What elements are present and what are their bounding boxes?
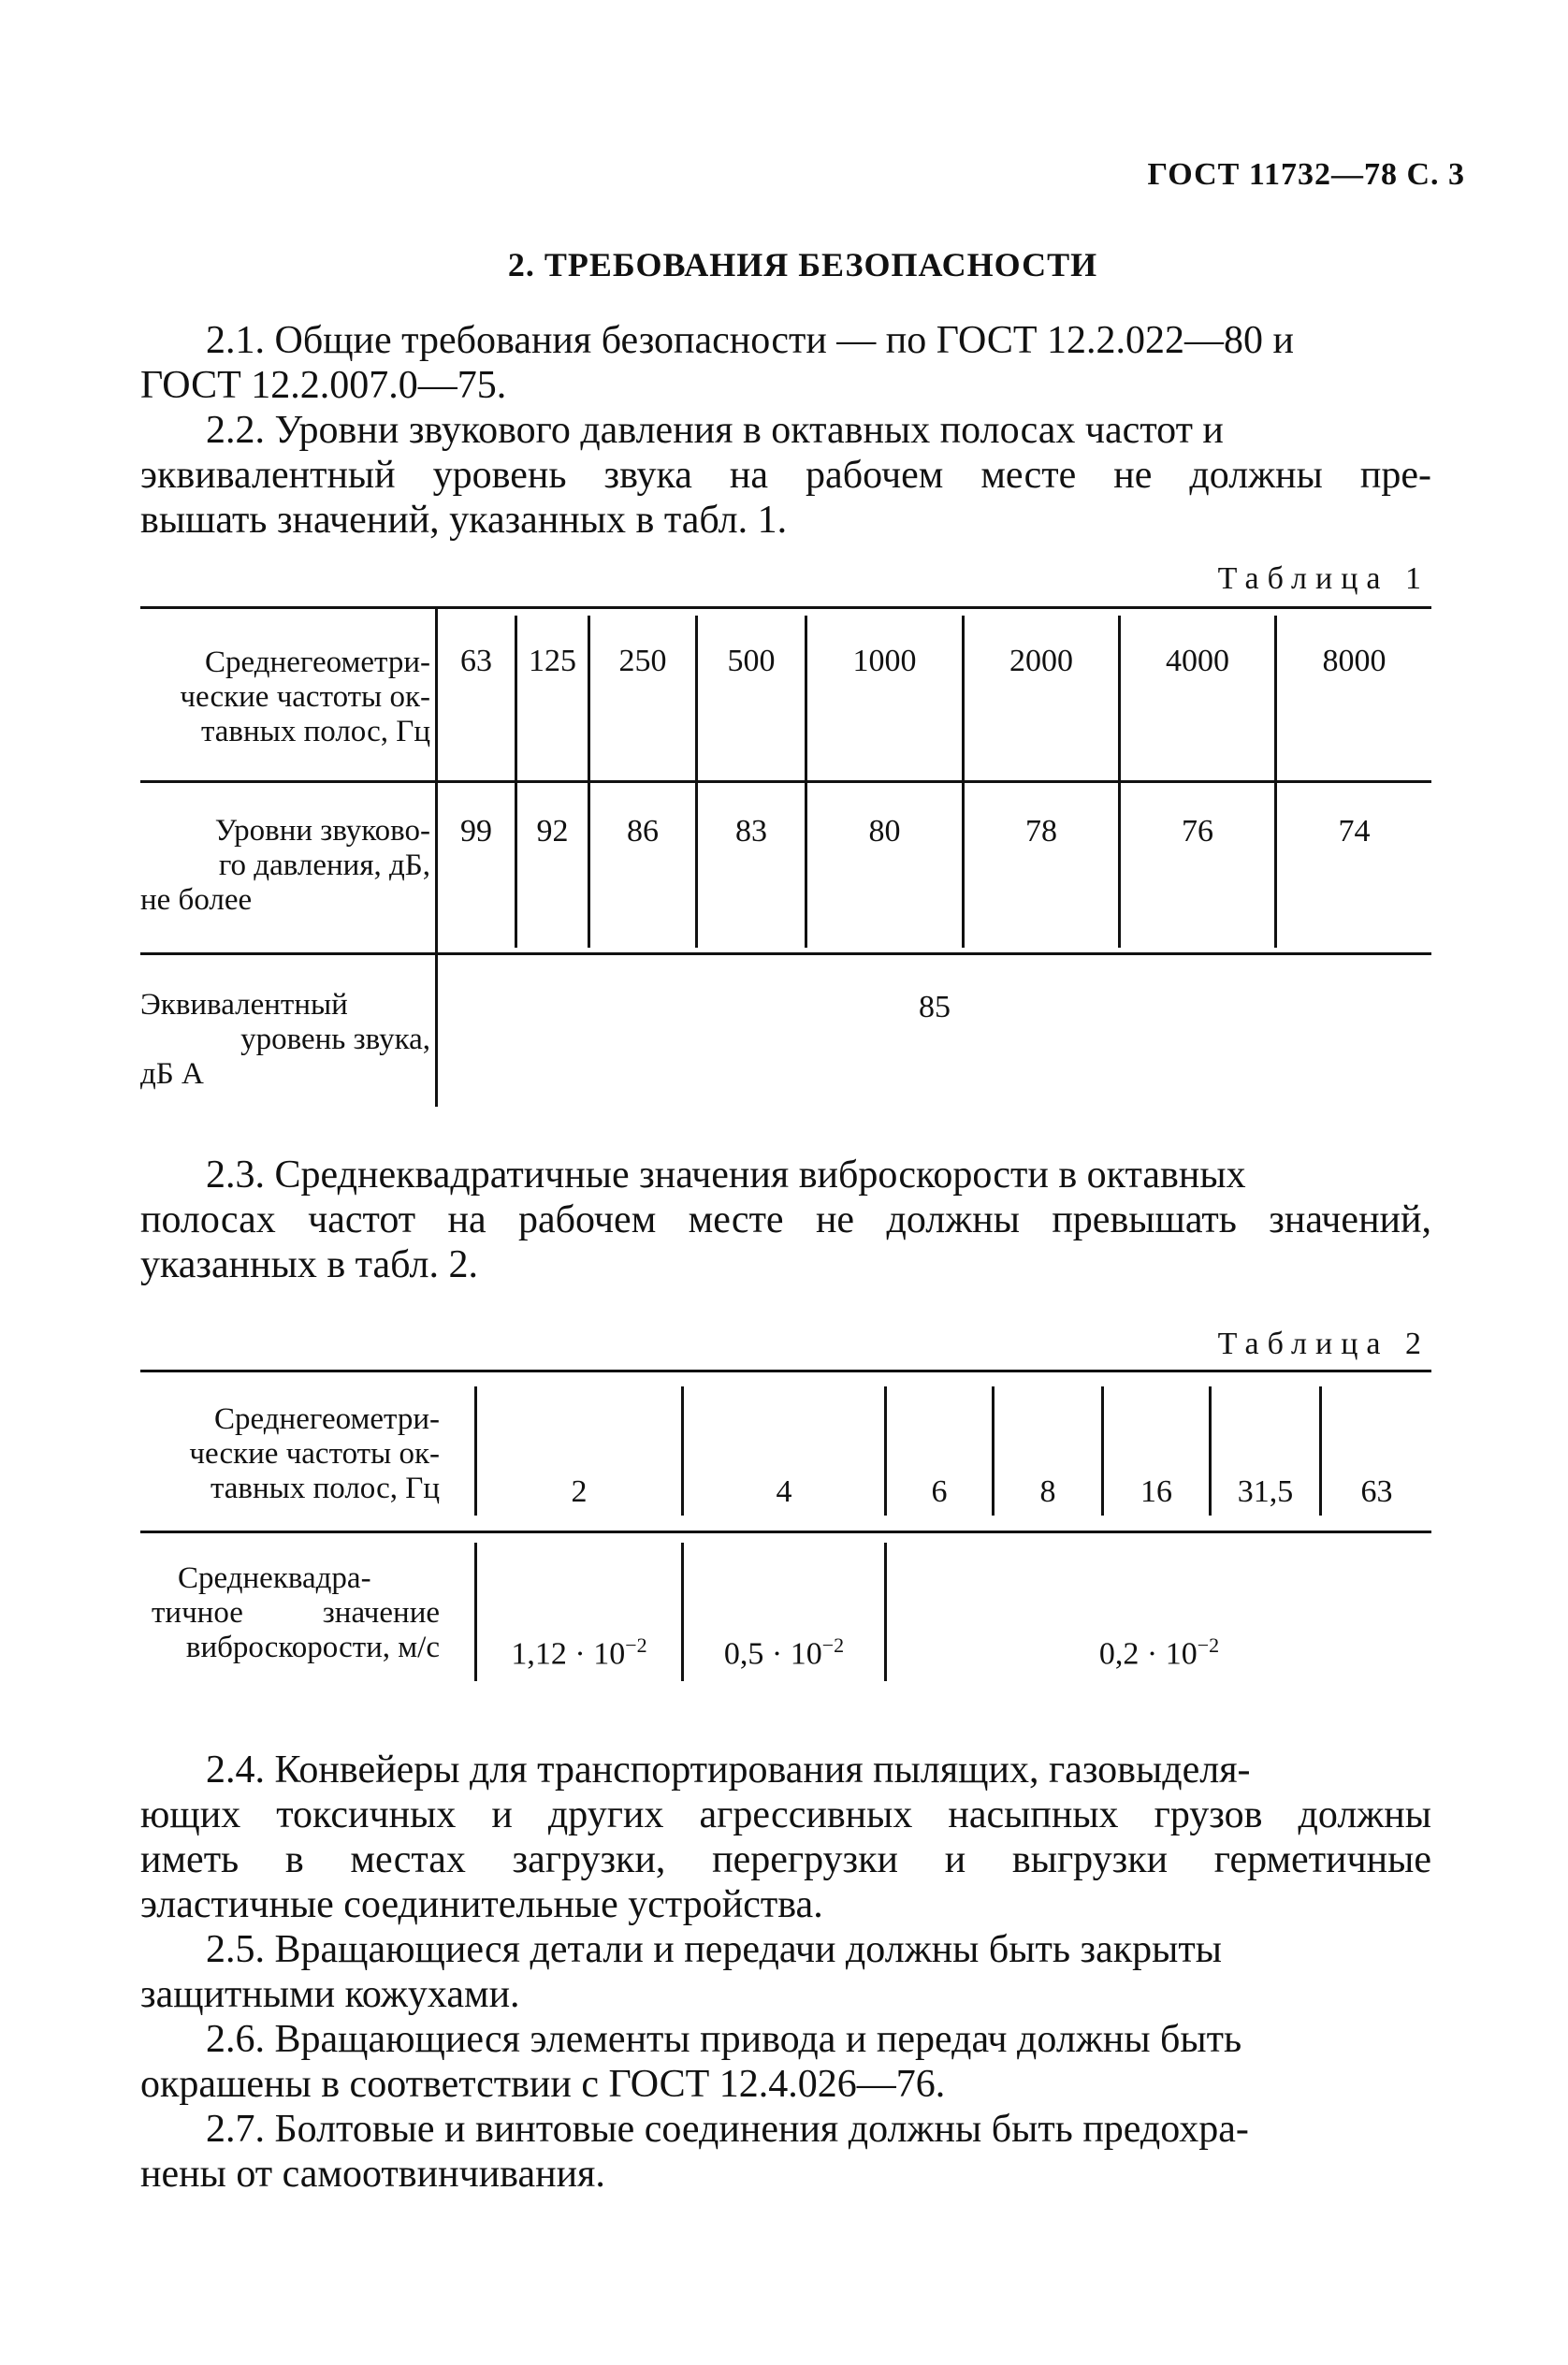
table2-value-cell: [684, 1633, 884, 1672]
paragraph-2-5: [140, 1927, 1431, 2017]
table1-level-cell: 74: [1338, 814, 1371, 849]
table1-freq-cell: 2000: [1009, 644, 1073, 678]
label-line: Эквивалентный: [140, 988, 348, 1022]
table1-freq-cell: 125: [529, 644, 576, 678]
label-line: не более: [140, 883, 253, 917]
table1-level-cell: 92: [536, 814, 569, 849]
label-line: дБ А: [140, 1057, 204, 1091]
page-header: ГОСТ 11732—78 С. 3: [1147, 157, 1465, 192]
table1: [140, 606, 1431, 1111]
table1-level-cell: 78: [1025, 814, 1057, 849]
table1-vline: [435, 606, 438, 1107]
table2-value-cell: [887, 1633, 1431, 1672]
paragraph-line: защитными кожухами.: [140, 1973, 520, 2016]
table1-freq-cell: 500: [727, 644, 776, 678]
paragraph-line: 2.3. Среднеквадратичные значения виброскорости в октавных: [206, 1153, 1246, 1197]
table1-hline: [140, 952, 1431, 955]
value-exponent: −2: [625, 1633, 647, 1657]
table1-label-equivalent: [140, 988, 430, 1092]
table2-freq-cell: 4: [776, 1474, 792, 1509]
table2-caption: Таблица 2: [1217, 1327, 1430, 1361]
paragraph-line: ющих токсичных и других агрессивных насыпных грузов должны: [140, 1793, 1431, 1836]
table1-level-cell: 80: [868, 814, 901, 849]
table2: [140, 1370, 1431, 1688]
table2-freq-cell: 31,5: [1237, 1474, 1294, 1509]
paragraph-line: ГОСТ 12.2.007.0—75.: [140, 364, 507, 407]
paragraph-2-2: [140, 408, 1431, 543]
paragraph-line: 2.1. Общие требования безопасности — по ГОСТ 12.2.022—80 и: [206, 319, 1294, 362]
table1-level-cell: 99: [460, 814, 492, 849]
value-mantissa: 1,12 · 10: [511, 1636, 626, 1672]
table1-level-cell: 83: [735, 814, 767, 849]
table2-freq-cell: 2: [571, 1474, 588, 1509]
value-exponent: −2: [821, 1633, 845, 1657]
table2-freq-cell: 8: [1039, 1474, 1056, 1509]
paragraph-line: указанных в табл. 2.: [140, 1243, 478, 1286]
paragraph-line: 2.4. Конвейеры для транспортирования пылящих, газовыделя-: [206, 1748, 1251, 1792]
paragraph-2-6: [140, 2017, 1431, 2107]
paragraph-line: эквивалентный уровень звука на рабочем месте не должны пре-: [140, 454, 1431, 497]
paragraph-line: 2.5. Вращающиеся детали и передачи должны быть закрыты: [206, 1928, 1222, 1971]
table1-level-cell: 86: [627, 814, 659, 849]
label-line: тичное значение: [152, 1596, 440, 1630]
table1-freq-cell: 1000: [852, 644, 917, 678]
label-line: го давления, дБ,: [218, 849, 430, 882]
label-line: ческие частоты ок-: [189, 1437, 440, 1471]
table2-freq-cell: 6: [931, 1474, 948, 1509]
paragraph-line: окрашены в соответствии с ГОСТ 12.4.026—76.: [140, 2063, 946, 2106]
paragraph-2-7: [140, 2107, 1431, 2197]
label-line: ческие частоты ок-: [180, 680, 430, 714]
table1-label-pressure: [140, 814, 430, 918]
paragraph-line: эластичные соединительные устройства.: [140, 1883, 823, 1926]
value-mantissa: 0,2 · 10: [1098, 1636, 1198, 1672]
section-title: 2. ТРЕБОВАНИЯ БЕЗОПАСНОСТИ: [507, 246, 1098, 283]
paragraph-line: полосах частот на рабочем месте не должны превышать значений,: [140, 1198, 1431, 1241]
label-line: уровень звука,: [240, 1023, 430, 1056]
paragraph-2-4: [140, 1748, 1431, 1927]
table1-freq-cell: 8000: [1322, 644, 1387, 678]
table2-label-frequency: [140, 1402, 440, 1506]
table1-label-frequency: [140, 646, 430, 749]
paragraph-line: нены от самоотвинчивания.: [140, 2153, 605, 2196]
table1-level-cell: 76: [1182, 814, 1213, 849]
label-line: тавных полос, Гц: [210, 1472, 440, 1505]
table2-label-velocity: [140, 1561, 440, 1665]
label-line: тавных полос, Гц: [200, 715, 430, 748]
paragraph-line: 2.7. Болтовые и винтовые соединения должны быть предохра-: [206, 2108, 1249, 2151]
table2-value-cell: [477, 1633, 681, 1672]
label-line: Среднегеометри-: [205, 646, 430, 679]
label-line: Среднеквадра-: [178, 1561, 371, 1595]
paragraph-line: 2.6. Вращающиеся элементы привода и передач должны быть: [206, 2018, 1242, 2061]
paragraph-2-1: [140, 318, 1431, 408]
value-mantissa: 0,5 · 10: [723, 1636, 822, 1672]
label-line: виброскорости, м/с: [185, 1631, 440, 1664]
table2-freq-cell: 63: [1360, 1474, 1393, 1509]
table1-freq-cell: 4000: [1166, 644, 1229, 678]
table1-freq-cell: 63: [460, 644, 492, 678]
paragraph-line: вышать значений, указанных в табл. 1.: [140, 499, 788, 542]
paragraph-line: иметь в местах загрузки, перегрузки и выгрузки герметичные: [140, 1838, 1431, 1881]
table1-freq-cell: 250: [618, 644, 667, 678]
value-exponent: −2: [1197, 1633, 1220, 1657]
paragraph-line: 2.2. Уровни звукового давления в октавных полосах частот и: [206, 409, 1224, 452]
paragraph-2-3: [140, 1153, 1431, 1287]
table2-freq-cell: 16: [1140, 1474, 1172, 1509]
label-line: Уровни звуково-: [214, 814, 430, 848]
label-line: Среднегеометри-: [214, 1402, 440, 1436]
table1-hline: [140, 780, 1431, 783]
table1-equivalent-cell: 85: [919, 990, 951, 1024]
table2-hline: [140, 1531, 1431, 1533]
table1-caption: Таблица 1: [1217, 561, 1430, 596]
